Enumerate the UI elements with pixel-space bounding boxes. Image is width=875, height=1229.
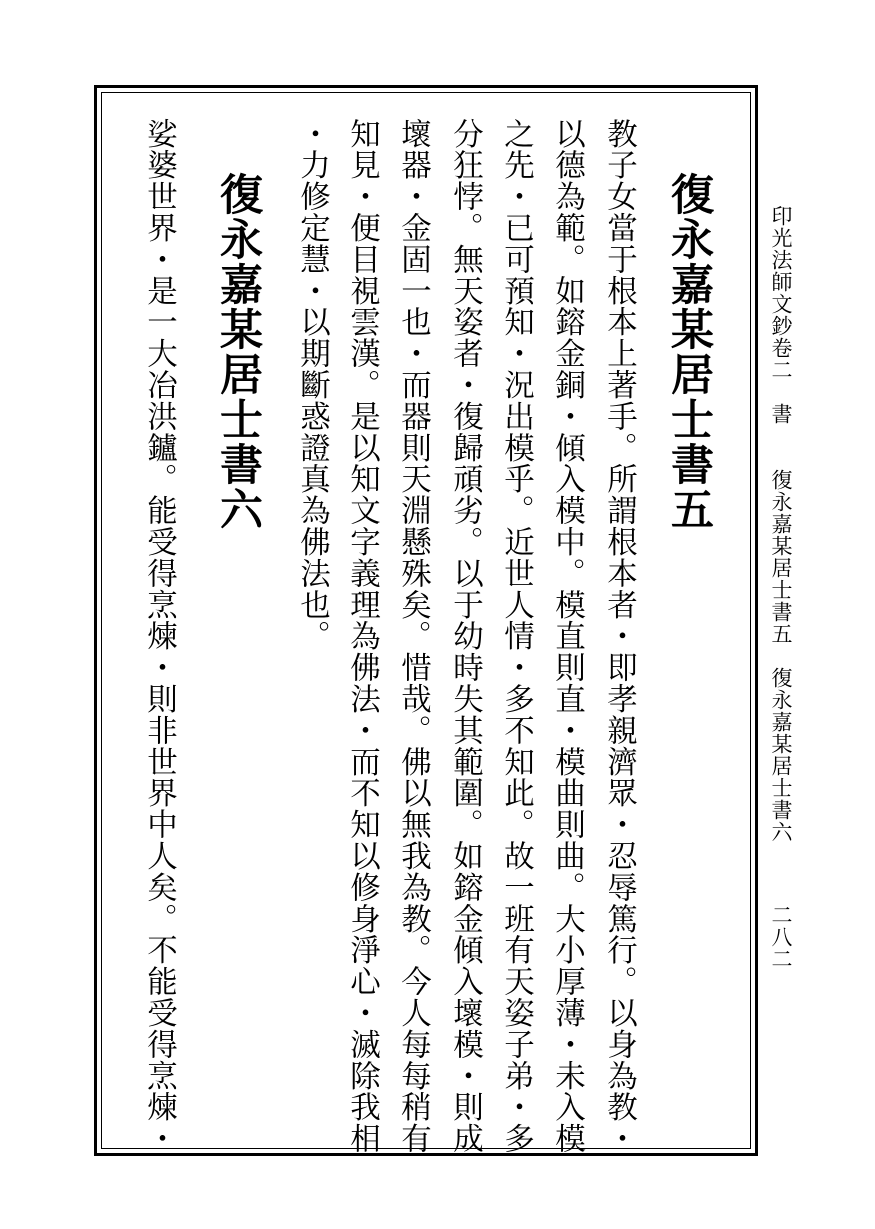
letter-five-column-1: 教子女當于根本上著手。所謂根本者・即孝親濟眾・忍辱篤行。以身為教・: [601, 118, 637, 1155]
letter-five-column-3: 之先・已可預知・況出模乎。近世人情・多不知此。故一班有天姿子弟・多: [498, 118, 534, 1155]
letter-six-title: 復永嘉某居士書六: [213, 172, 263, 532]
letter-five-column-7: ・力修定慧・以期斷惑證真為佛法也。: [294, 118, 330, 652]
page-number: 二八二: [769, 904, 793, 970]
letter-five-column-5: 壞器・金固一也・而器則天淵懸殊矣。惜哉。佛以無我為教。今人每每稍有: [395, 118, 431, 1155]
letter-six-column-1: 娑婆世界・是一大冶洪鑪。能受得烹煉・則非世界中人矣。不能受得烹煉・: [141, 118, 177, 1155]
letter-five-column-6: 知見・便目視雲漢。是以知文字義理為佛法・而不知以修身淨心・滅除我相: [344, 118, 380, 1155]
letter-five-column-2: 以德為範。如鎔金銅・傾入模中。模直則直・模曲則曲。大小厚薄・未入模: [549, 118, 585, 1155]
running-head: 印光法師文鈔卷二 書 復永嘉某居士書五 復永嘉某居士書六: [769, 205, 793, 843]
letter-five-column-4: 分狂悖。無天姿者・復歸頑劣。以于幼時失其範圍。如鎔金傾入壞模・則成: [447, 118, 483, 1155]
letter-five-title: 復永嘉某居士書五: [664, 172, 714, 532]
